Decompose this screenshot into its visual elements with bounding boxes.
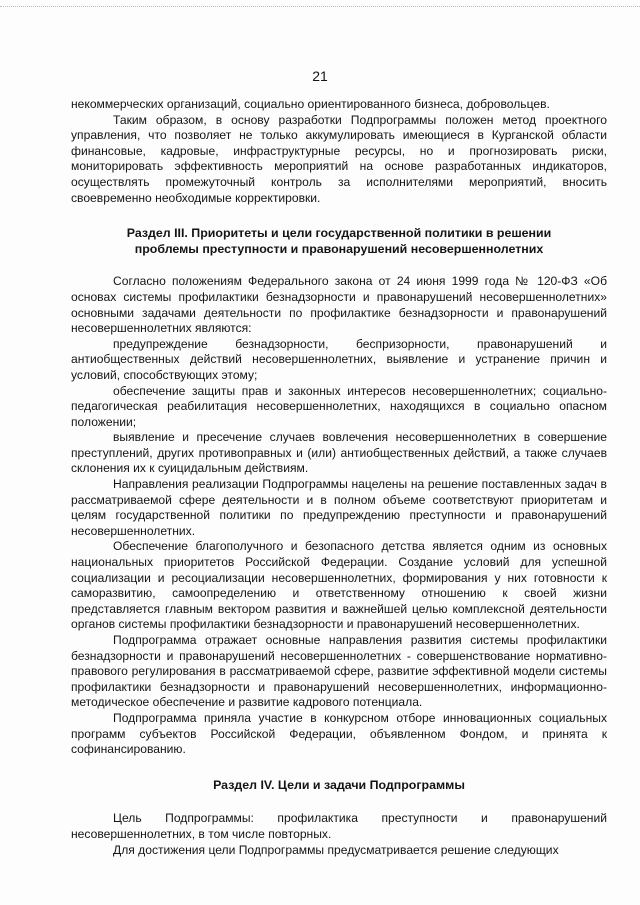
- section-3-paragraph: Согласно положениям Федерального закона от 24 июня 1999 года № 120-ФЗ «Об основах системы профилактики безнадзорности и правонарушений несовершеннолетних» основными задачами деятельности по профилактике безнадзорности и правонарушений несовершеннолетних являются:: [71, 274, 607, 336]
- section-4-paragraph: Для достижения цели Подпрограммы предусматривается решение следующих: [113, 842, 559, 857]
- document-body: [71, 97, 607, 858]
- scan-edge-line: [0, 6, 640, 7]
- section-3-paragraph: Подпрограмма приняла участие в конкурсном отборе инновационных социальных программ субъектов Российской Федерации, объявленном Фондом, и принята к софинансированию.: [71, 710, 607, 757]
- section-3-heading-line-1: Раздел III. Приоритеты и цели государственной политики в решении: [126, 226, 552, 241]
- section-3-list-item: выявление и пресечение случаев вовлечения несовершеннолетних в совершение преступлений, других противоправных и (или) антиобщественных действий, а также случаев склонения их к суицидальным действиям.: [71, 430, 607, 476]
- section-3-heading-line-2: проблемы преступности и правонарушений несовершеннолетних: [134, 241, 544, 256]
- page-number: 21: [312, 68, 328, 84]
- intro-paragraph: Таким образом, в основу разработки Подпрограммы положен метод проектного управления, что позволяет не только аккумулировать имеющиеся в Курганской области финансовые, кадровые, инфраструктурные ресурсы, но и прогнозировать риски, мониторировать эффективность мероприятий на основе разработанных индикаторов, осуществлять промежуточный контроль за исполнителями мероприятий, вносить своевременно необходимые корректировки.: [71, 112, 607, 205]
- section-4-paragraph: Цель Подпрограммы: профилактика преступности и правонарушений несовершеннолетних, в том числе повторных.: [71, 811, 607, 841]
- section-3-list-item: обеспечение защиты прав и законных интересов несовершеннолетних; социально-педагогическая реабилитация несовершеннолетних, находящихся в социально опасном положении;: [71, 383, 607, 429]
- continuation-paragraph: некоммерческих организаций, социально ориентированного бизнеса, добровольцев.: [71, 97, 550, 111]
- section-3-list-item: предупреждение безнадзорности, беспризорности, правонарушений и антиобщественных действий несовершеннолетних, выявление и устранение причин и условий, способствующих этому;: [71, 336, 607, 382]
- section-3-paragraph: Подпрограмма отражает основные направления развития системы профилактики безнадзорности и правонарушений несовершеннолетних - совершенствование нормативно-правового регулирования в рассматриваемой сфере, развитие эффективной модели системы профилактики безнадзорности и правонарушений несовершеннолетних, информационно-методическое обеспечение и развитие кадрового потенциала.: [71, 633, 607, 710]
- section-3-paragraph: Обеспечение благополучного и безопасного детства является одним из основных национальных приоритетов Российской Федерации. Создание условий для успешной социализации и ресоциализации несовершеннолетних, формирования у них готовности к саморазвитию, самоопределению и ответственному отношению к своей жизни представляется главным вектором развития и важнейшей целью комплексной деятельности органов системы профилактики безнадзорности и правонарушений несовершеннолетних.: [71, 539, 607, 632]
- section-3-paragraph: Направления реализации Подпрограммы нацелены на решение поставленных задач в рассматриваемой сфере деятельности и в полном объеме соответствуют приоритетам и целям государственной политики по предупреждению преступности и правонарушений несовершеннолетних.: [71, 477, 607, 538]
- section-3-heading: [71, 226, 607, 257]
- section-4-heading: Раздел IV. Цели и задачи Подпрограммы: [213, 777, 465, 792]
